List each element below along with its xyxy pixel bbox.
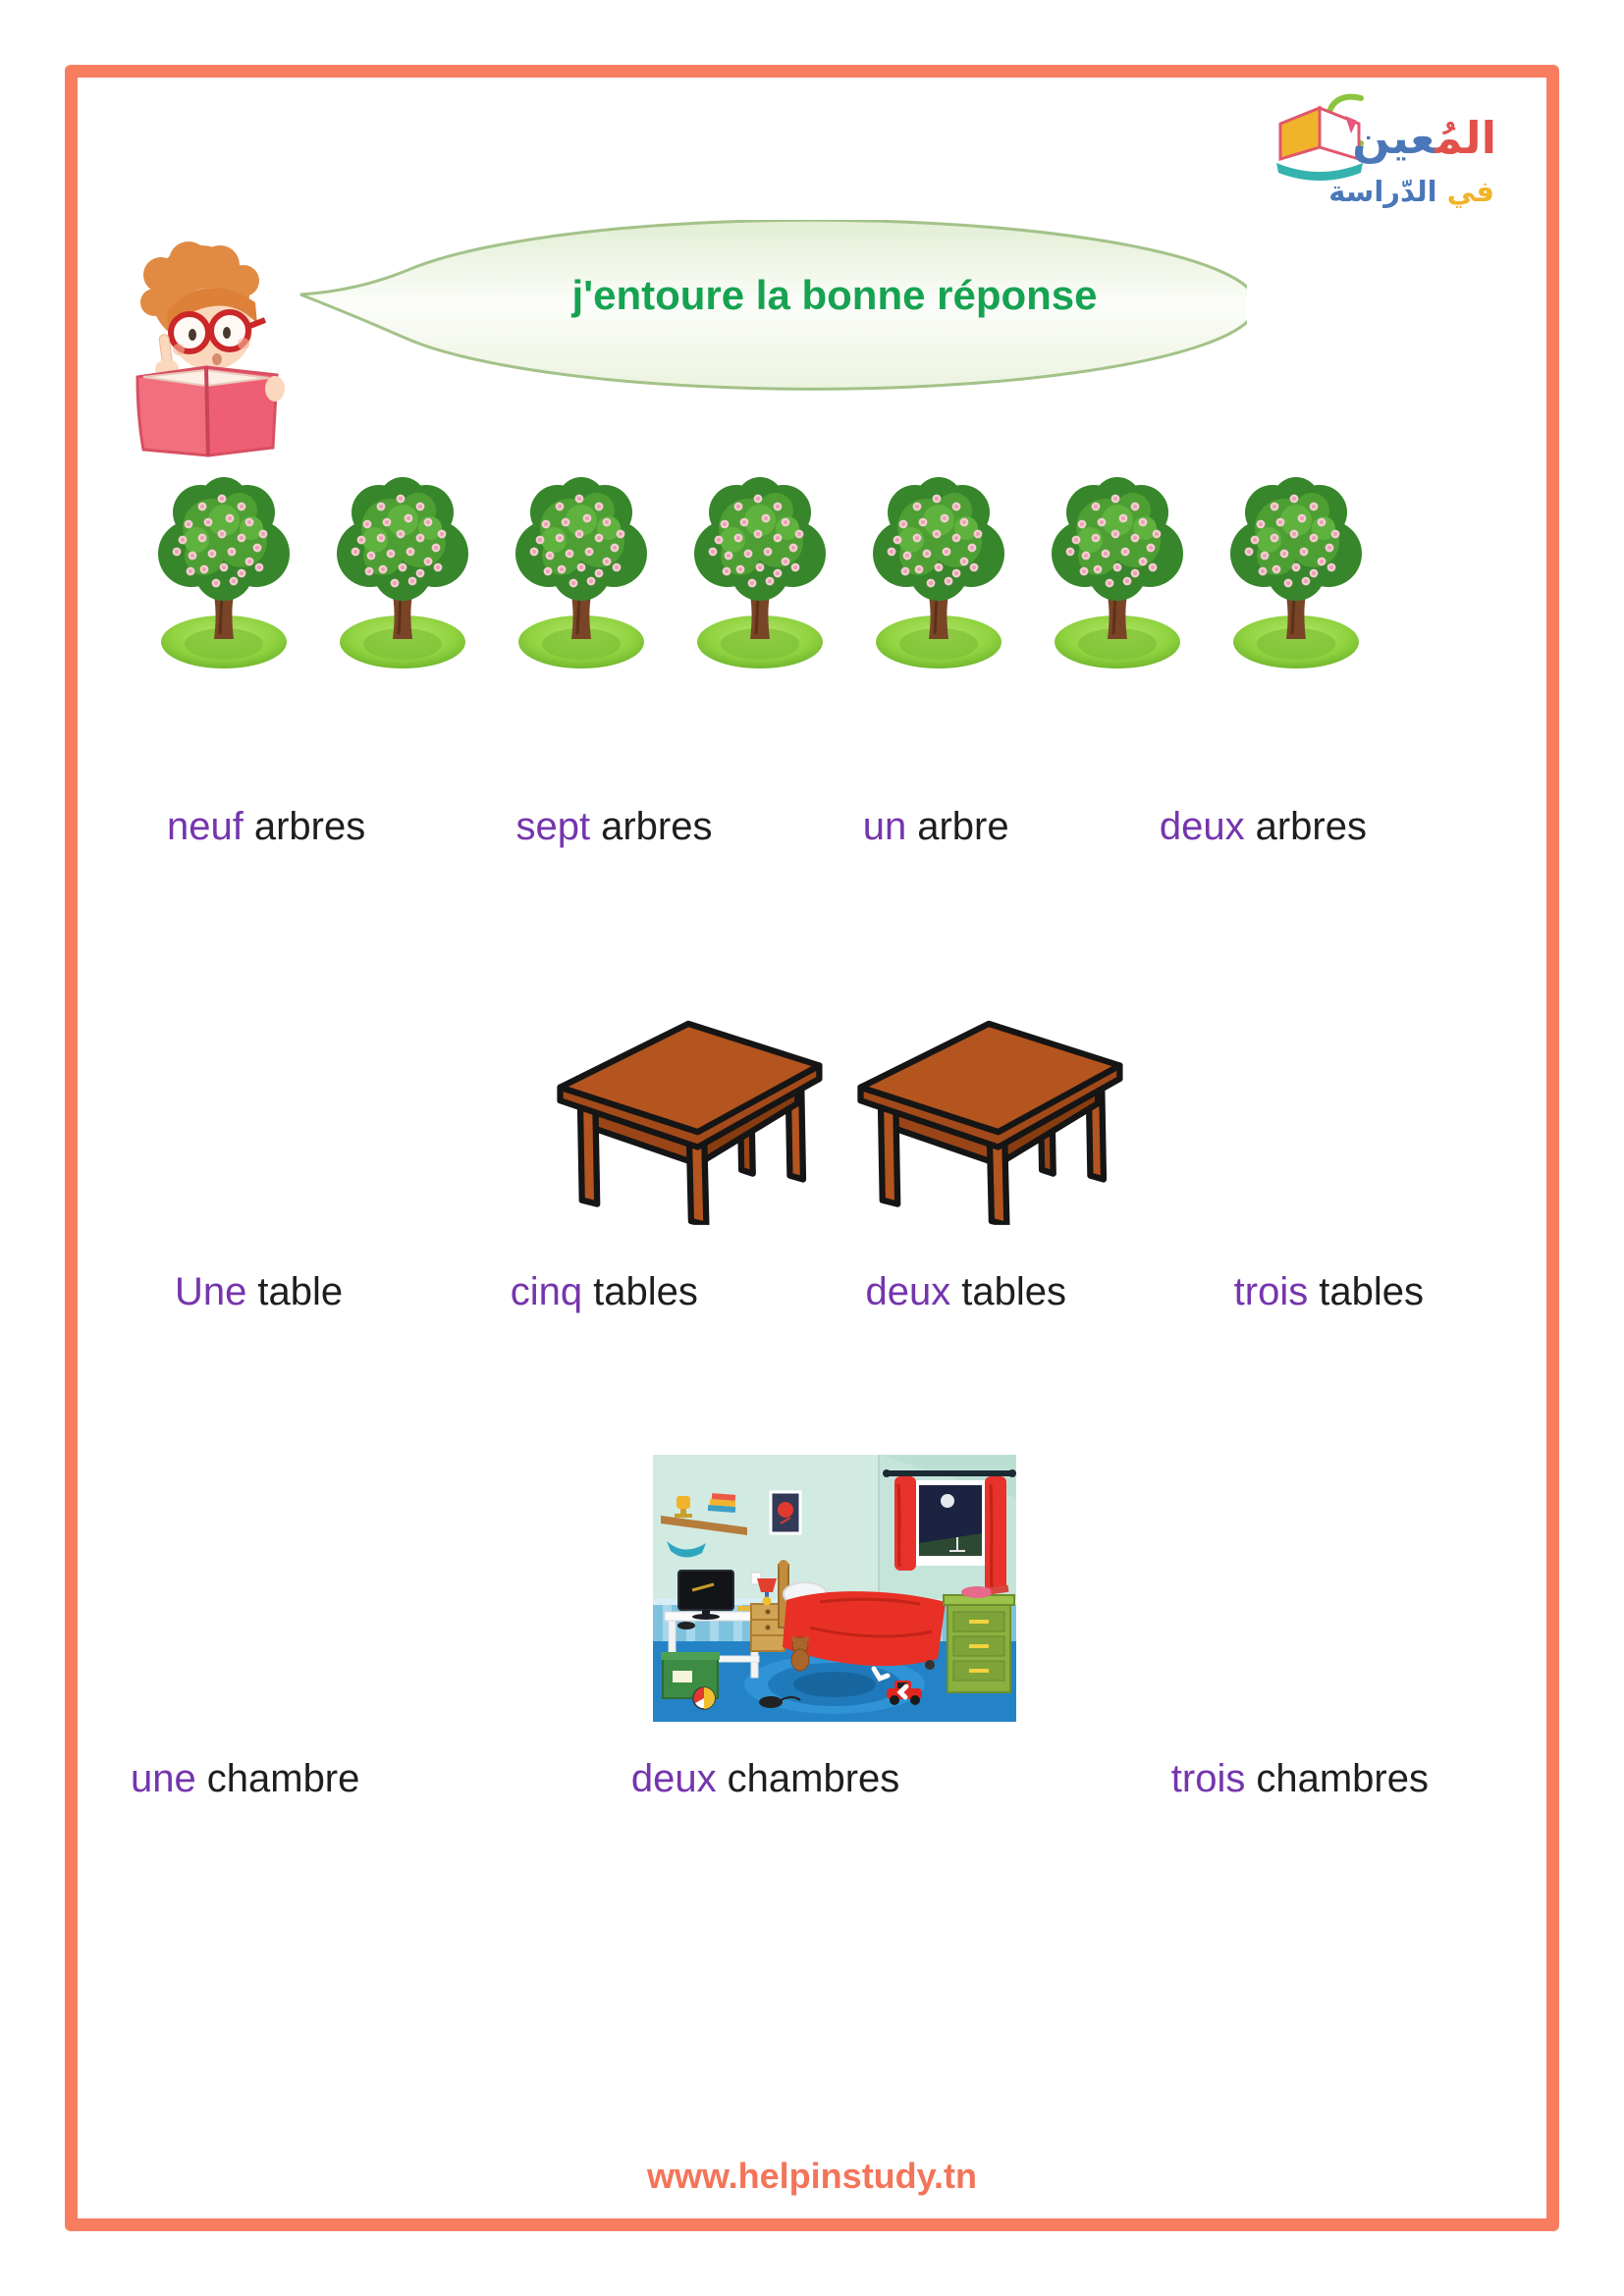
option-number: une <box>131 1757 196 1800</box>
logo-title-blue: عين <box>1352 112 1435 164</box>
answer-option-trois-chambres[interactable] <box>1171 1755 1429 1802</box>
wooden-table-image <box>846 988 1131 1225</box>
answer-option-deux-tables[interactable] <box>866 1268 1067 1315</box>
logo-subtitle-yellow: في <box>1446 175 1494 208</box>
flowering-tree-image <box>503 477 660 673</box>
trees-options-row <box>167 803 1367 850</box>
flowering-tree-image <box>681 477 839 673</box>
instruction-text: j'entoure la bonne réponse <box>571 272 1098 318</box>
logo-subtitle-blue: الدّراسة <box>1328 175 1437 208</box>
answer-option-neuf-arbres[interactable] <box>167 803 365 850</box>
option-noun: chambres <box>727 1757 900 1800</box>
option-noun: chambres <box>1256 1757 1429 1800</box>
option-noun: tables <box>1319 1270 1424 1313</box>
answer-option-sept-arbres[interactable] <box>515 803 712 850</box>
option-number: trois <box>1170 1757 1246 1800</box>
option-noun: chambre <box>206 1757 360 1800</box>
logo-title-red: المُ <box>1435 112 1496 164</box>
flowering-tree-image <box>145 477 302 673</box>
option-number: cinq <box>510 1270 583 1313</box>
option-number: sept <box>515 805 591 848</box>
bedroom-options-row <box>131 1755 1429 1802</box>
tables-options-row <box>175 1268 1424 1315</box>
answer-option-un-arbre[interactable] <box>863 803 1009 850</box>
speech-bubble <box>295 220 1247 408</box>
bedroom-image <box>652 1455 1017 1722</box>
option-number: un <box>862 805 907 848</box>
option-number: neuf <box>167 805 244 848</box>
answer-option-trois-tables[interactable] <box>1234 1268 1424 1315</box>
flowering-tree-image <box>1039 477 1196 673</box>
answer-option-deux-arbres[interactable] <box>1160 803 1367 850</box>
option-noun: arbres <box>1255 805 1367 848</box>
brand-logo <box>1261 90 1496 257</box>
answer-option-une-chambre[interactable] <box>131 1755 359 1802</box>
option-number: deux <box>630 1757 717 1800</box>
option-number: Une <box>175 1270 247 1313</box>
website-footer: www.helpinstudy.tn <box>647 2156 977 2196</box>
answer-option-une-table[interactable] <box>175 1268 343 1315</box>
option-noun: arbre <box>917 805 1009 848</box>
bedroom-image-row <box>652 1455 1017 1722</box>
logo-title <box>1352 112 1496 164</box>
child-reading-illustration <box>110 234 306 459</box>
trees-image-row <box>145 477 1375 673</box>
tables-image-row <box>546 988 1131 1225</box>
option-number: deux <box>865 1270 951 1313</box>
option-noun: arbres <box>253 805 366 848</box>
wooden-table-image <box>546 988 831 1225</box>
option-noun: tables <box>961 1270 1067 1313</box>
option-noun: tables <box>593 1270 698 1313</box>
answer-option-deux-chambres[interactable] <box>631 1755 899 1802</box>
flowering-tree-image <box>324 477 481 673</box>
option-number: deux <box>1159 805 1245 848</box>
option-number: trois <box>1233 1270 1309 1313</box>
flowering-tree-image <box>1218 477 1375 673</box>
option-noun: arbres <box>601 805 713 848</box>
answer-option-cinq-tables[interactable] <box>511 1268 698 1315</box>
logo-subtitle <box>1328 175 1494 208</box>
flowering-tree-image <box>860 477 1017 673</box>
option-noun: table <box>257 1270 344 1313</box>
